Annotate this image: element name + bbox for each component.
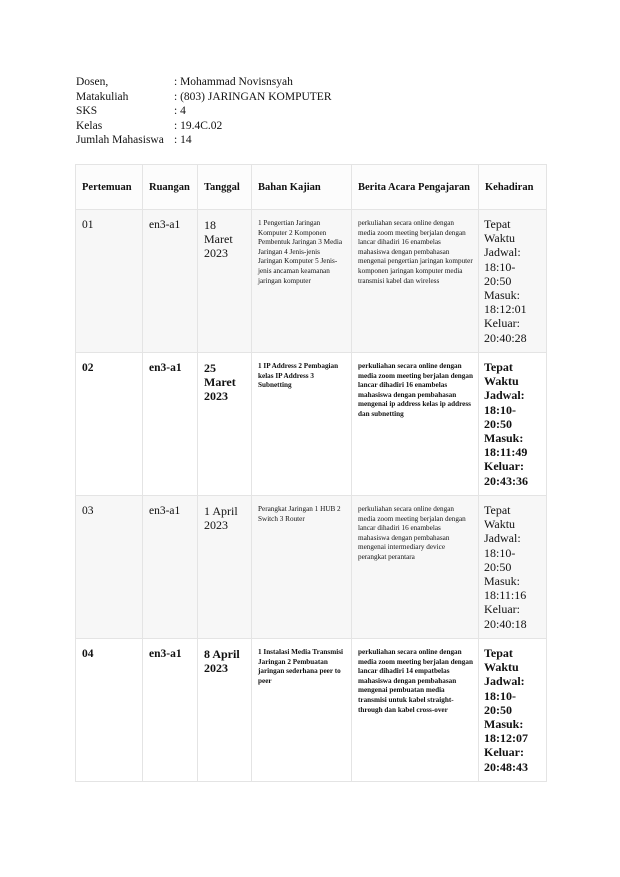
info-value: : (803) JARINGAN KOMPUTER	[174, 90, 332, 103]
kehadiran-line: Tepat	[484, 646, 513, 660]
info-label: Dosen,	[76, 76, 109, 88]
kehadiran-line: 18:11:16	[484, 588, 527, 603]
cell-tanggal: 8 April 2023	[198, 639, 252, 782]
kehadiran-line: 18:12:07	[484, 731, 528, 746]
cell-tanggal: 1 April 2023	[198, 496, 252, 639]
kehadiran-line: Jadwal:	[484, 531, 521, 546]
cell-berita-acara: perkuliahan secara online dengan media zoom meeting berjalan dengan lancar dihadiri 16 enambelas mahasiswa dengan pembahasan mengenai ip address kelas ip address dan subnetting	[352, 353, 479, 496]
table-header-row	[76, 165, 547, 210]
info-label: Jumlah Mahasiswa	[76, 134, 164, 146]
kehadiran-line: Masuk:	[484, 431, 524, 446]
kehadiran-line: Tepat	[484, 217, 511, 231]
info-row-sks	[76, 104, 332, 119]
cell-ruangan: en3-a1	[143, 353, 198, 496]
table-row	[76, 639, 547, 782]
kehadiran-line: Waktu	[484, 231, 516, 246]
cell-bahan-kajian: Perangkat Jaringan 1 HUB 2 Switch 3 Router	[252, 496, 352, 639]
cell-tanggal: 18 Maret 2023	[198, 210, 252, 353]
cell-kehadiran	[479, 496, 547, 639]
info-value: : 4	[174, 105, 186, 117]
kehadiran-line: 18:10-	[484, 688, 516, 703]
cell-bahan-kajian: 1 Instalasi Media Transmisi Jaringan 2 Pembuatan jaringan sederhana peer to peer	[252, 639, 352, 782]
cell-kehadiran	[479, 210, 547, 353]
kehadiran-line: Jadwal:	[484, 245, 521, 260]
kehadiran-line: Tepat	[484, 360, 513, 374]
table-row	[76, 210, 547, 353]
kehadiran-line: 20:50	[484, 559, 512, 574]
kehadiran-line: Keluar:	[484, 316, 520, 331]
info-value: : 19.4C.02	[174, 119, 223, 132]
cell-tanggal: 25 Maret 2023	[198, 353, 252, 496]
info-label: Matakuliah	[76, 90, 129, 103]
header-kehadiran: Kehadiran	[479, 165, 547, 210]
cell-berita-acara: perkuliahan secara online dengan media zoom meeting berjalan dengan lancar dihadiri 16 enambelas mahasiswa dengan pembahasan mengenai intermediary device perangkat perantara	[352, 496, 479, 639]
info-row-kelas	[76, 119, 332, 134]
cell-berita-acara: perkuliahan secara online dengan media zoom meeting berjalan dengan lancar dihadiri 14 empatbelas mahasiswa dengan pembahasan mengenai pembuatan media transmisi untuk kabel straight-through dan kabel cross-over	[352, 639, 479, 782]
cell-pertemuan: 01	[76, 210, 143, 353]
cell-bahan-kajian: 1 Pengertian Jaringan Komputer 2 Komponen Pembentuk Jaringan 3 Media Jaringan 4 Jenis-jenis Jaringan Komputer 5 Jenis-jenis ancaman keamanan jaringan komputer	[252, 210, 352, 353]
kehadiran-line: 18:11:49	[484, 445, 528, 460]
kehadiran-line: Tepat	[484, 503, 511, 517]
course-info	[76, 75, 332, 148]
kehadiran-line: Masuk:	[484, 574, 520, 589]
table-row	[76, 496, 547, 639]
kehadiran-line: 20:43:36	[484, 473, 528, 488]
kehadiran-line: 18:10-	[484, 545, 516, 560]
kehadiran-line: Waktu	[484, 517, 516, 532]
cell-ruangan: en3-a1	[143, 496, 198, 639]
table-row	[76, 353, 547, 496]
kehadiran-line: 18:12:01	[484, 302, 527, 317]
info-label: SKS	[76, 105, 98, 117]
kehadiran-line: Keluar:	[484, 459, 524, 474]
cell-pertemuan: 02	[76, 353, 143, 496]
cell-ruangan: en3-a1	[143, 210, 198, 353]
kehadiran-line: Jadwal:	[484, 674, 525, 689]
header-berita-acara: Berita Acara Pengajaran	[352, 165, 479, 210]
kehadiran-line: Waktu	[484, 374, 519, 389]
cell-kehadiran	[479, 639, 547, 782]
kehadiran-line: 18:10-	[484, 259, 516, 274]
cell-pertemuan: 03	[76, 496, 143, 639]
kehadiran-line: Masuk:	[484, 288, 520, 303]
cell-kehadiran	[479, 353, 547, 496]
kehadiran-line: 20:50	[484, 416, 512, 431]
header-pertemuan: Pertemuan	[76, 165, 143, 210]
kehadiran-line: Keluar:	[484, 602, 520, 617]
cell-pertemuan: 04	[76, 639, 143, 782]
kehadiran-line: 20:50	[484, 702, 512, 717]
header-ruangan: Ruangan	[143, 165, 198, 210]
header-bahan-kajian: Bahan Kajian	[252, 165, 352, 210]
cell-ruangan: en3-a1	[143, 639, 198, 782]
kehadiran-line: Keluar:	[484, 745, 524, 760]
kehadiran-line: Jadwal:	[484, 388, 525, 403]
attendance-table	[75, 164, 547, 782]
kehadiran-line: Masuk:	[484, 717, 524, 732]
kehadiran-line: 20:48:43	[484, 759, 528, 774]
kehadiran-line: 20:40:18	[484, 616, 527, 631]
kehadiran-line: Waktu	[484, 660, 519, 675]
info-row-dosen	[76, 75, 332, 90]
info-label: Kelas	[76, 119, 103, 132]
kehadiran-line: 18:10-	[484, 402, 516, 417]
info-row-jumlah-mahasiswa	[76, 133, 332, 148]
kehadiran-line: 20:40:28	[484, 330, 527, 345]
kehadiran-line: 20:50	[484, 273, 512, 288]
info-row-matakuliah	[76, 90, 332, 105]
header-tanggal: Tanggal	[198, 165, 252, 210]
cell-bahan-kajian: 1 IP Address 2 Pembagian kelas IP Address 3 Subnetting	[252, 353, 352, 496]
cell-berita-acara: perkuliahan secara online dengan media zoom meeting berjalan dengan lancar dihadiri 16 enambelas mahasiswa dengan pembahasan mengenai pengertian jaringan komputer komponen jaringan komputer media transmisi kabel dan wireless	[352, 210, 479, 353]
info-value: : 14	[174, 134, 192, 146]
info-value: : Mohammad Novisnsyah	[174, 76, 293, 88]
